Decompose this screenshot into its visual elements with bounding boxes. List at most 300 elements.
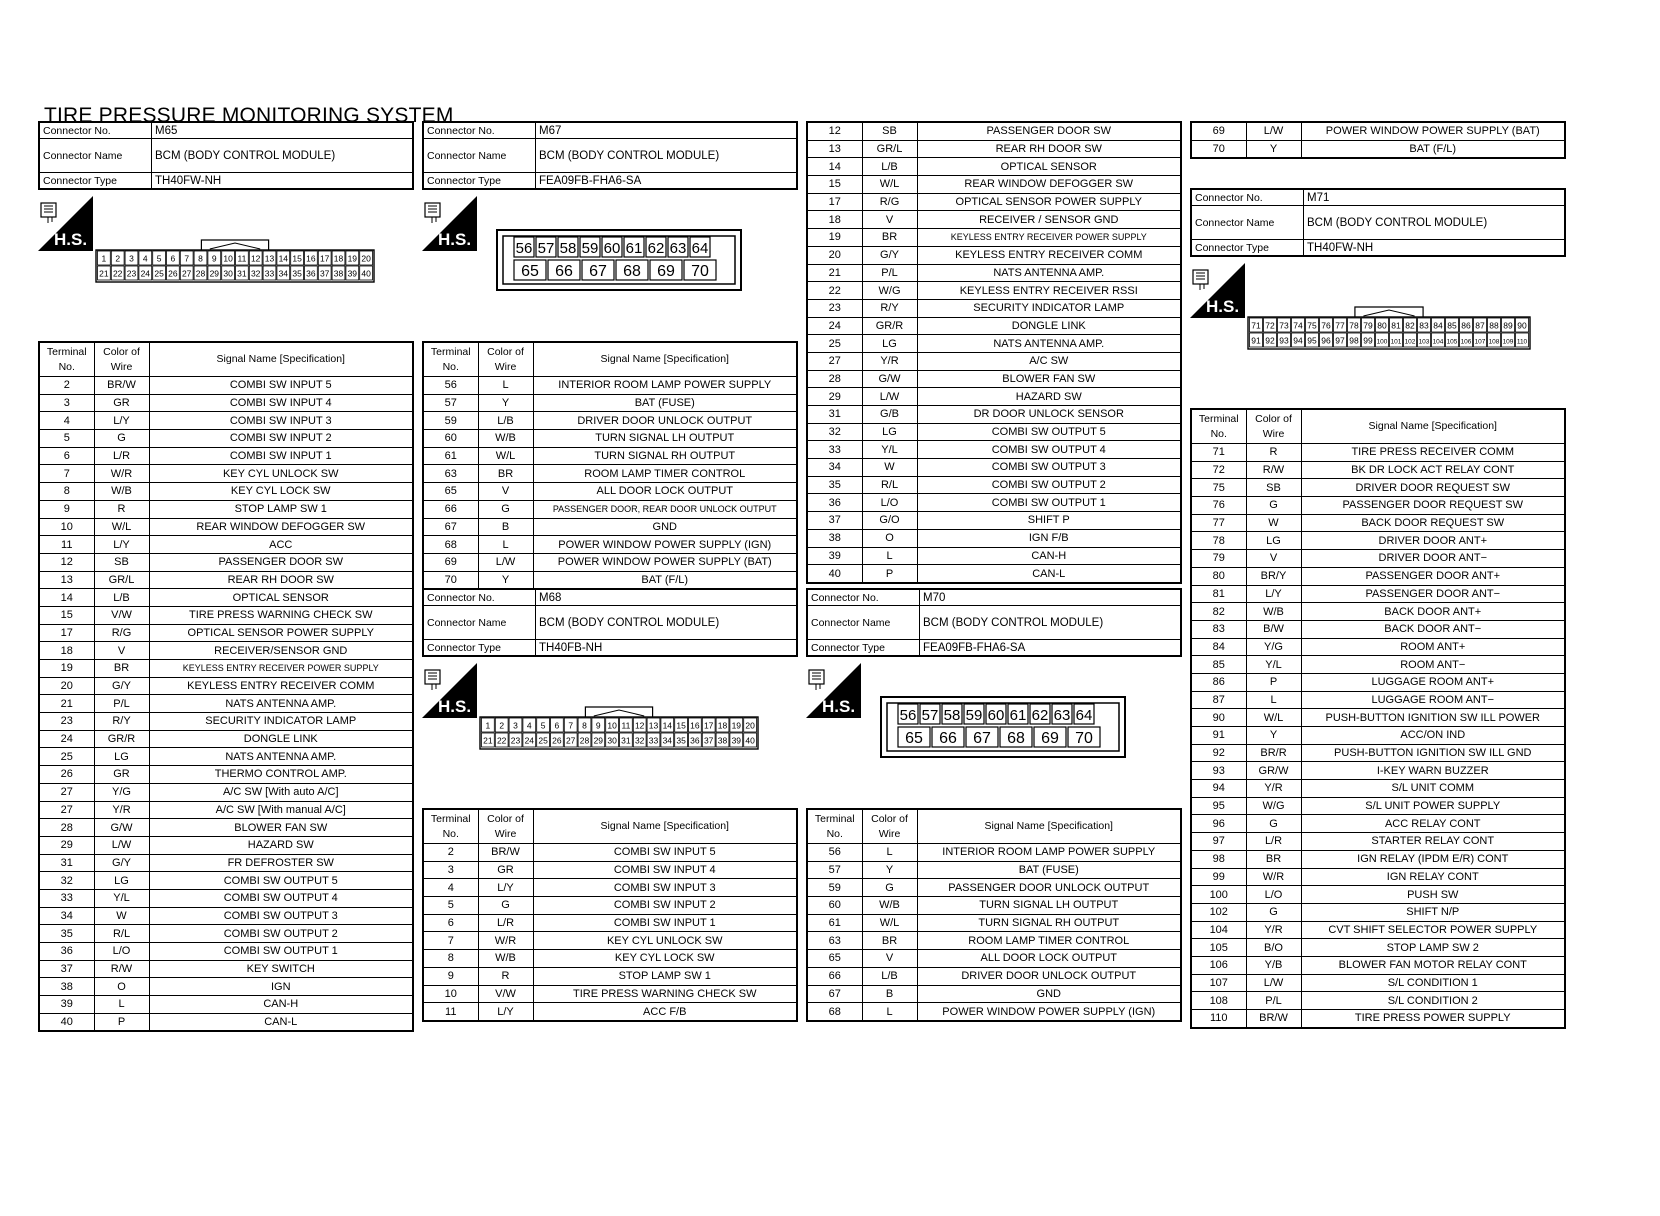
connector-pin-number: 95 (1307, 335, 1317, 346)
terminal-cell: 8 (423, 950, 478, 968)
signal-name-cell: KEYLESS ENTRY RECEIVER COMM (917, 246, 1181, 264)
terminal-cell: 60 (423, 430, 478, 448)
wire-color-cell: BR/R (1246, 744, 1301, 762)
table-row (423, 553, 797, 571)
wire-color-cell: L/Y (478, 879, 533, 897)
terminal-cell: 70 (423, 571, 478, 589)
signal-name-cell: NATS ANTENNA AMP. (917, 264, 1181, 282)
terminal-cell: 57 (807, 861, 862, 879)
terminal-cell: 18 (39, 642, 94, 660)
m67-connector-diagram (496, 229, 742, 291)
connector-pin-number: 109 (1502, 338, 1514, 346)
wire-color-cell: L/B (478, 412, 533, 430)
table-row (1191, 532, 1565, 550)
wire-color-cell: L/Y (94, 412, 149, 430)
terminal-cell: 22 (807, 282, 862, 300)
signal-name-cell: BAT (F/L) (533, 571, 797, 589)
connector-no-label: Connector No. (424, 590, 536, 605)
signal-name-cell: STOP LAMP SW 1 (149, 500, 413, 518)
terminal-cell: 9 (423, 967, 478, 985)
terminal-no-header: Terminal No. (423, 809, 478, 844)
connector-pin-number: 14 (278, 253, 289, 264)
wire-color-cell: G/W (862, 370, 917, 388)
connector-pin-number: 14 (662, 720, 673, 731)
signal-name-cell: COMBI SW INPUT 4 (533, 861, 797, 879)
m68-column (422, 588, 798, 657)
connector-pin-number: 32 (250, 268, 261, 279)
wire-color-cell: W/B (94, 483, 149, 501)
table-row (39, 377, 413, 395)
table-row (39, 925, 413, 943)
table-row (1191, 1010, 1565, 1028)
terminal-cell: 82 (1191, 603, 1246, 621)
table-row (423, 861, 797, 879)
wire-color-cell: R/Y (94, 713, 149, 731)
m70-terminal-table-continued (1190, 121, 1566, 159)
table-row (807, 370, 1181, 388)
hs-badge-icon (422, 196, 477, 251)
terminal-cell: 34 (39, 907, 94, 925)
wire-color-cell: W (1246, 514, 1301, 532)
terminal-cell: 21 (39, 695, 94, 713)
wire-color-cell: Y/L (94, 889, 149, 907)
signal-name-cell: KEYLESS ENTRY RECEIVER COMM (149, 677, 413, 695)
terminal-cell: 94 (1191, 780, 1246, 798)
connector-pin-number: 24 (524, 735, 535, 746)
terminal-cell: 31 (39, 854, 94, 872)
connector-pin-number: 32 (634, 735, 645, 746)
signal-name-cell: DONGLE LINK (149, 730, 413, 748)
connector-pin-number: 18 (333, 253, 344, 264)
connector-pin-number: 65 (521, 263, 539, 280)
signal-name-cell: REAR RH DOOR SW (917, 140, 1181, 158)
connector-pin-number: 12 (250, 253, 261, 264)
connector-pin-number: 83 (1419, 320, 1429, 331)
terminal-cell: 32 (39, 872, 94, 890)
terminal-cell: 10 (39, 518, 94, 536)
connector-pin-number: 26 (168, 268, 178, 279)
table-row (423, 1003, 797, 1021)
signal-name-cell: COMBI SW OUTPUT 4 (149, 889, 413, 907)
signal-name-cell: COMBI SW INPUT 2 (533, 897, 797, 915)
wire-color-cell: R/W (1246, 461, 1301, 479)
table-row (1191, 444, 1565, 462)
table-row (807, 967, 1181, 985)
signal-name-cell: SECURITY INDICATOR LAMP (149, 713, 413, 731)
table-row (39, 553, 413, 571)
connector-pin-number: 62 (1031, 707, 1049, 724)
wire-color-cell: W/B (862, 897, 917, 915)
signal-name-cell: TURN SIGNAL RH OUTPUT (533, 447, 797, 465)
table-row (807, 950, 1181, 968)
terminal-cell: 40 (39, 1013, 94, 1031)
connector-type-label: Connector Type (424, 173, 536, 188)
connector-pin-number: 6 (170, 253, 176, 264)
connector-pin-number: 4 (526, 720, 532, 731)
connector-pin-number: 92 (1265, 335, 1275, 346)
wire-color-cell: BR (862, 932, 917, 950)
signal-name-cell: SHIFT P (917, 512, 1181, 530)
wire-color-cell: BR/Y (1246, 567, 1301, 585)
connector-name-label: Connector Name (424, 139, 536, 172)
terminal-cell: 10 (423, 985, 478, 1003)
table-row (39, 642, 413, 660)
wire-color-cell: R (1246, 444, 1301, 462)
connector-pin-number: 102 (1404, 338, 1416, 346)
table-row (807, 1003, 1181, 1021)
terminal-cell: 12 (807, 122, 862, 140)
terminal-cell: 61 (423, 447, 478, 465)
table-row (39, 713, 413, 731)
signal-name-cell: ACC/ON IND (1301, 727, 1565, 745)
table-row (39, 783, 413, 801)
connector-pin-number: 22 (112, 268, 123, 279)
hs-symbol-icon (422, 663, 477, 718)
connector-type-label: Connector Type (40, 173, 152, 188)
connector-pin-number: 37 (319, 268, 330, 279)
terminal-cell: 20 (39, 677, 94, 695)
table-row (807, 246, 1181, 264)
table-row (423, 465, 797, 483)
wire-color-cell: G (1246, 497, 1301, 515)
connector-pin-number: 38 (333, 268, 344, 279)
connector-pin-number: 63 (669, 240, 687, 257)
table-row (39, 465, 413, 483)
m67-terminal-table (422, 341, 798, 590)
signal-name-cell: A/C SW [With auto A/C] (149, 783, 413, 801)
connector-type-value: FEA09FB-FHA6-SA (539, 174, 642, 187)
signal-name-cell: KEY SWITCH (149, 960, 413, 978)
connector-pin-number: 107 (1474, 338, 1486, 346)
wire-color-cell: SB (862, 122, 917, 140)
connector-pin-number: 69 (1041, 730, 1059, 747)
table-row (39, 695, 413, 713)
connector-no-value: M67 (539, 124, 562, 137)
terminal-cell: 36 (807, 494, 862, 512)
connector-type-value: TH40FW-NH (1307, 241, 1374, 254)
terminal-cell: 28 (807, 370, 862, 388)
connector-pin-number: 10 (607, 720, 617, 731)
table-row (39, 394, 413, 412)
terminal-cell: 36 (39, 943, 94, 961)
table-row (423, 844, 797, 862)
connector-name-label: Connector Name (40, 139, 152, 172)
table-row (1191, 550, 1565, 568)
signal-name-cell: HAZARD SW (149, 836, 413, 854)
table-row (807, 211, 1181, 229)
connector-pin-number: 89 (1503, 320, 1513, 331)
connector-pin-number: 28 (195, 268, 206, 279)
signal-name-cell: OPTICAL SENSOR POWER SUPPLY (917, 193, 1181, 211)
table-row (807, 282, 1181, 300)
table-row (39, 978, 413, 996)
connector-pin-number: 69 (657, 263, 675, 280)
connector-pin-number: 31 (621, 735, 631, 746)
signal-name-cell: COMBI SW OUTPUT 1 (149, 943, 413, 961)
terminal-cell: 23 (39, 713, 94, 731)
connector-pin-number: 36 (306, 268, 316, 279)
signal-name-cell: S/L UNIT COMM (1301, 780, 1565, 798)
signal-name-cell: BK DR LOCK ACT RELAY CONT (1301, 461, 1565, 479)
m70-connector-info (806, 588, 1182, 657)
connector-pin-number: 29 (593, 735, 604, 746)
signal-name-cell: POWER WINDOW POWER SUPPLY (BAT) (533, 553, 797, 571)
wire-color-cell: R/L (862, 476, 917, 494)
signal-name-cell: COMBI SW INPUT 5 (533, 844, 797, 862)
wire-color-cell: Y/R (862, 352, 917, 370)
signal-name-cell: PASSENGER DOOR ANT+ (1301, 567, 1565, 585)
table-row (807, 897, 1181, 915)
terminal-cell: 26 (39, 766, 94, 784)
connector-name-label: Connector Name (808, 606, 920, 639)
table-row (423, 394, 797, 412)
connector-pin-number: 79 (1363, 320, 1373, 331)
connector-type-label: Connector Type (1192, 240, 1304, 255)
terminal-cell: 80 (1191, 567, 1246, 585)
wire-color-cell: LG (1246, 532, 1301, 550)
wire-color-cell: G/Y (94, 854, 149, 872)
terminal-cell: 40 (807, 565, 862, 583)
terminal-cell: 76 (1191, 497, 1246, 515)
signal-name-cell: ACC RELAY CONT (1301, 815, 1565, 833)
connector-pin-number: 90 (1517, 320, 1527, 331)
terminal-cell: 34 (807, 459, 862, 477)
connector-pin-number: 21 (483, 735, 493, 746)
signal-name-cell: PASSENGER DOOR REQUEST SW (1301, 497, 1565, 515)
m71-connector-diagram (1247, 303, 1531, 351)
connector-pin-number: 2 (499, 720, 505, 731)
hs-label: H.S. (54, 230, 88, 249)
signal-name-cell: TURN SIGNAL RH OUTPUT (917, 914, 1181, 932)
connector-no-value: M70 (923, 591, 946, 604)
signal-name-cell: A/C SW [With manual A/C] (149, 801, 413, 819)
connector-pin-number: 108 (1488, 338, 1500, 346)
wire-color-cell: Y/R (1246, 921, 1301, 939)
terminal-cell: 27 (39, 783, 94, 801)
connector-pin-number: 94 (1293, 335, 1303, 346)
wire-color-cell: W/L (478, 447, 533, 465)
signal-name-cell: DRIVER DOOR REQUEST SW (1301, 479, 1565, 497)
signal-name-cell: CAN-H (917, 547, 1181, 565)
signal-name-cell: STARTER RELAY CONT (1301, 833, 1565, 851)
table-row (1191, 992, 1565, 1010)
hs-badge-icon (38, 196, 93, 251)
connector-pin-number: 27 (181, 268, 192, 279)
terminal-cell: 14 (39, 589, 94, 607)
table-row (807, 423, 1181, 441)
signal-name-cell: THERMO CONTROL AMP. (149, 766, 413, 784)
wire-color-cell: B (478, 518, 533, 536)
connector-no-label: Connector No. (424, 123, 536, 138)
connector-pin-number: 58 (943, 707, 961, 724)
connector-no-label: Connector No. (1192, 190, 1304, 205)
table-row (39, 518, 413, 536)
table-row (807, 122, 1181, 140)
wire-color-cell: L/W (1246, 122, 1301, 140)
terminal-cell: 38 (807, 529, 862, 547)
table-row (807, 529, 1181, 547)
connector-pin-number: 66 (555, 263, 573, 280)
wire-color-cell: G (478, 500, 533, 518)
m70-terminal-table (806, 808, 1182, 1022)
signal-name-cell: LUGGAGE ROOM ANT+ (1301, 673, 1565, 691)
table-row (423, 914, 797, 932)
table-row (1191, 673, 1565, 691)
connector-pin-number: 73 (1279, 320, 1289, 331)
connector-pin-number: 61 (1009, 707, 1027, 724)
terminal-cell: 66 (807, 967, 862, 985)
table-row (423, 571, 797, 589)
table-row (1191, 461, 1565, 479)
signal-name-cell: KEY CYL UNLOCK SW (533, 932, 797, 950)
table-row (807, 914, 1181, 932)
terminal-cell: 63 (423, 465, 478, 483)
connector-pin-number: 2 (115, 253, 121, 264)
signal-name-cell: LUGGAGE ROOM ANT− (1301, 691, 1565, 709)
color-of-wire-header: Color of Wire (862, 809, 917, 844)
signal-name-cell: IGN F/B (917, 529, 1181, 547)
hs-label: H.S. (438, 230, 472, 249)
terminal-cell: 37 (39, 960, 94, 978)
connector-pin-number: 33 (648, 735, 659, 746)
signal-name-cell: KEY CYL UNLOCK SW (149, 465, 413, 483)
connector-pin-number: 81 (1391, 320, 1401, 331)
connector-pin-number: 5 (540, 720, 546, 731)
wire-color-cell: L/W (862, 388, 917, 406)
connector-pin-number: 67 (973, 730, 991, 747)
table-row (807, 229, 1181, 247)
signal-name-cell: POWER WINDOW POWER SUPPLY (IGN) (533, 536, 797, 554)
table-row (1191, 727, 1565, 745)
wire-color-cell: LG (862, 423, 917, 441)
wire-color-cell: G/W (94, 819, 149, 837)
connector-pin-number: 82 (1405, 320, 1415, 331)
wire-color-cell: V (862, 950, 917, 968)
terminal-cell: 5 (423, 897, 478, 915)
signal-name-cell: DONGLE LINK (917, 317, 1181, 335)
table-row (39, 624, 413, 642)
table-row (807, 547, 1181, 565)
terminal-cell: 4 (423, 879, 478, 897)
terminal-cell: 11 (423, 1003, 478, 1021)
color-of-wire-header: Color of Wire (478, 342, 533, 377)
wire-color-cell: G/Y (862, 246, 917, 264)
terminal-cell: 100 (1191, 886, 1246, 904)
wire-color-cell: L/W (1246, 974, 1301, 992)
connector-pin-number: 72 (1265, 320, 1275, 331)
table-row (423, 500, 797, 518)
connector-pin-number: 40 (361, 268, 371, 279)
signal-name-cell: IGN (149, 978, 413, 996)
terminal-cell: 97 (1191, 833, 1246, 851)
connector-pin-number: 103 (1418, 338, 1430, 346)
signal-name-cell: IGN RELAY (IPDM E/R) CONT (1301, 850, 1565, 868)
table-row (1191, 833, 1565, 851)
wire-color-cell: BR/W (1246, 1010, 1301, 1028)
table-row (807, 140, 1181, 158)
table-row (1191, 479, 1565, 497)
connector-pin-number: 1 (101, 253, 107, 264)
table-row (423, 377, 797, 395)
signal-name-cell: GND (533, 518, 797, 536)
connector-pin-number: 9 (211, 253, 217, 264)
wire-color-cell: R (478, 967, 533, 985)
table-row (423, 430, 797, 448)
connector-pin-number: 16 (690, 720, 700, 731)
connector-pin-number: 30 (607, 735, 617, 746)
wire-color-cell: L/B (94, 589, 149, 607)
terminal-cell: 32 (807, 423, 862, 441)
wire-color-cell: GR (94, 766, 149, 784)
hs-symbol-icon (806, 663, 861, 718)
wire-color-cell: GR/R (94, 730, 149, 748)
signal-name-cell: REAR RH DOOR SW (149, 571, 413, 589)
terminal-cell: 56 (807, 844, 862, 862)
signal-name-cell: HAZARD SW (917, 388, 1181, 406)
wire-color-cell: G/Y (94, 677, 149, 695)
page-title: TIRE PRESSURE MONITORING SYSTEM (44, 104, 454, 127)
signal-name-cell: DRIVER DOOR UNLOCK OUTPUT (917, 967, 1181, 985)
wire-color-cell: V/W (94, 606, 149, 624)
terminal-cell: 25 (39, 748, 94, 766)
wire-color-cell: L/R (478, 914, 533, 932)
terminal-cell: 95 (1191, 797, 1246, 815)
wire-color-cell: GR/R (862, 317, 917, 335)
wire-color-cell: SB (94, 553, 149, 571)
wire-color-cell: P/L (1246, 992, 1301, 1010)
connector-pin-number: 15 (292, 253, 302, 264)
connector-pin-number: 105 (1446, 338, 1458, 346)
wire-color-cell: L (1246, 691, 1301, 709)
table-row (423, 897, 797, 915)
signal-name-cell: KEYLESS ENTRY RECEIVER POWER SUPPLY (917, 229, 1181, 247)
connector-name-value: BCM (BODY CONTROL MODULE) (539, 616, 720, 629)
connector-pin-number: 106 (1460, 338, 1472, 346)
m68-terminal-table-continued (806, 121, 1182, 584)
signal-name-cell: COMBI SW OUTPUT 2 (149, 925, 413, 943)
connector-type-value: FEA09FB-FHA6-SA (923, 641, 1026, 654)
connector-no-value: M65 (155, 124, 178, 137)
wire-color-cell: L/Y (478, 1003, 533, 1021)
terminal-cell: 35 (807, 476, 862, 494)
signal-name-cell: ROOM LAMP TIMER CONTROL (917, 932, 1181, 950)
connector-name-value: BCM (BODY CONTROL MODULE) (539, 149, 720, 162)
connector-pin-number: 71 (1251, 320, 1261, 331)
wire-color-cell: L (862, 844, 917, 862)
connector-pin-number: 63 (1053, 707, 1071, 724)
connector-pin-number: 39 (347, 268, 358, 279)
table-row (39, 589, 413, 607)
connector-pin-number: 86 (1461, 320, 1471, 331)
signal-name-cell: GND (917, 985, 1181, 1003)
terminal-no-header: Terminal No. (423, 342, 478, 377)
terminal-cell: 7 (39, 465, 94, 483)
connector-pin-number: 101 (1390, 338, 1402, 346)
wire-color-cell: GR/L (862, 140, 917, 158)
connector-pin-number: 11 (237, 253, 247, 264)
table-row (1191, 497, 1565, 515)
wire-color-cell: R/L (94, 925, 149, 943)
wire-color-cell: O (94, 978, 149, 996)
table-row (1191, 797, 1565, 815)
wire-color-cell: B/O (1246, 939, 1301, 957)
connector-pin-number: 8 (198, 253, 203, 264)
connector-pin-number: 4 (142, 253, 148, 264)
wire-color-cell: Y/R (1246, 780, 1301, 798)
connector-pin-number: 74 (1293, 320, 1303, 331)
hs-symbol-icon (1190, 263, 1245, 318)
connector-no-value: M68 (539, 591, 562, 604)
